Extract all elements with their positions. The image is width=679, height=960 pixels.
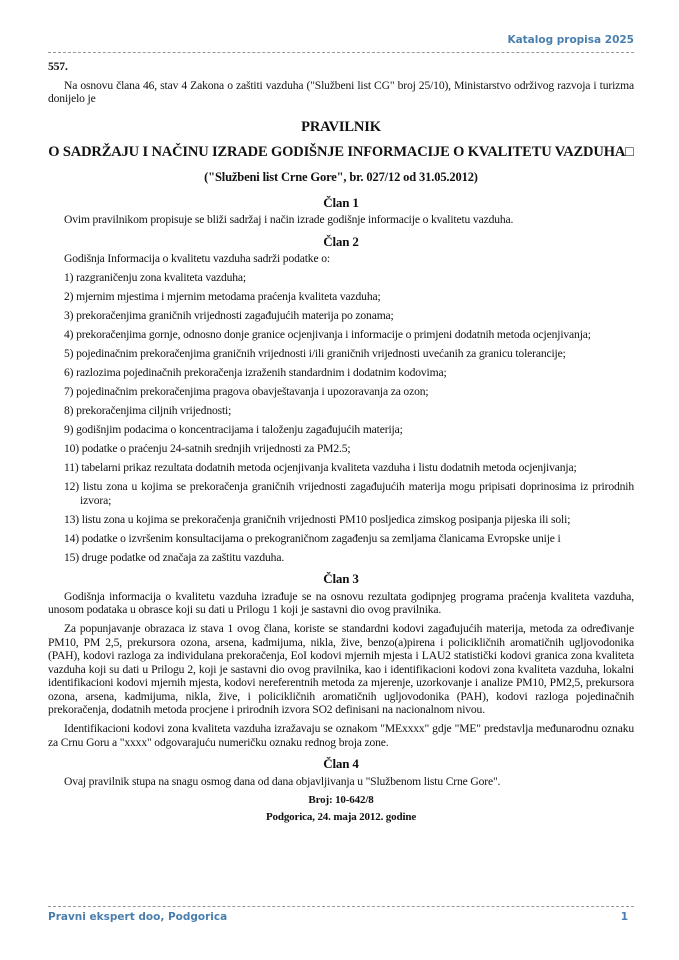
list-item: 14) podatke o izvršenim konsultacijama o prekograničnom zagađenju sa zemljama članicama Evropske unije i xyxy=(64,531,561,545)
document-number: 557. xyxy=(48,60,68,73)
page-footer xyxy=(48,906,634,923)
list-item: 15) druge podatke od značaja za zaštitu vazduha. xyxy=(64,550,285,564)
list-item: 6) razlozima pojedinačnih prekoračenja izraženih standardnim i dodatnim kodovima; xyxy=(64,366,447,379)
document-subtitle: O SADRŽAJU I NAČINU IZRADE GODIŠNJE INFORMACIJE O KVALITETU VAZDUHA□ xyxy=(48,144,634,160)
list-item: 7) pojedinačnim prekoračenjima pragova obavještavanja i upozoravanja za ozon; xyxy=(64,385,429,398)
article-3-paragraph: Za popunjavanje obrazaca iz stava 1 ovog člana, koriste se standardni kodovi zagađujućih materija, metoda za određivanje PM10, PM 2,5, prekursora ozona, arsena, kadmijuma, nikla, žive, benzo(a)pirena i policikličnih aromatičnih ugljovodonika (PAH), kodovi razloga za individulana prekoračenja, EoI kodovi mjernih mjesta i LAU2 statistički kodovi granica zona kvaliteta vazduha koji su dati u Prilogu 2, koji je sastavni dio ovog pravilnika, kao i identifikacioni kodovi zona kvaliteta vazduha, lokalni identifikacioni kodovi mjernih mjesta, kodovi nereferentnih metoda za mjerenje, uzorkovanje i analize PM10, PM2,5, prekursora ozona, arsena, kadmijuma, nikla, žive, i policikličnih aromatičnih ugljovodonika (PAH), kodovi razloga pojedinačnih prekoračenja, dodatnih metoda procjene i prirodnih izvora SO2 definisani na nacionalnom nivou. xyxy=(48,622,634,716)
list-item: 1) razgraničenju zona kvaliteta vazduha; xyxy=(64,271,246,284)
list-item: 2) mjernim mjestima i mjernim metodama praćenja kvaliteta vazduha; xyxy=(64,290,381,303)
preamble: Na osnovu člana 46, stav 4 Zakona o zaštiti vazduha ("Službeni list CG" broj 25/10), Ministarstvo održivog razvoja i turizma donijelo je xyxy=(48,78,634,105)
article-4-heading: Član 4 xyxy=(323,756,359,771)
publisher: Pravni ekspert doo, Podgorica xyxy=(48,911,228,923)
document-title: PRAVILNIK xyxy=(301,118,381,135)
list-item: 4) prekoračenjima gornje, odnosno donje granice ocjenjivanja i informacije o primjeni dodatnih metoda ocjenjivanja; xyxy=(64,328,591,341)
page-number: 1 xyxy=(620,911,628,923)
article-1-text: Ovim pravilnikom propisuje se bliži sadržaj i način izrade godišnje informacije o kvalitetu vazduha. xyxy=(64,213,514,226)
document-body xyxy=(48,60,634,829)
article-2-intro: Godišnja Informacija o kvalitetu vazduha sadrži podatke o: xyxy=(64,252,330,265)
article-3-paragraph: Identifikacioni kodovi zona kvaliteta vazduha izražavaju se oznakom "MExxxx" gdje "ME" predstavlja međunarodnu oznaku za Crnu Goru a "xxxx" odgovarajuću numeričku oznaku rednog broja zone. xyxy=(48,722,634,749)
article-3-paragraph: Godišnja informacija o kvalitetu vazduha izrađuje se na osnovu rezultata godipnjeg programa praćenja kvaliteta vazduha, unosom podataka u obrasce koji su dati u Prilogu 1 koji je sastavni dio ovog pravilnika. xyxy=(48,589,634,616)
list-item: 9) godišnjim podacima o koncentracijama i taloženju zagađujućih materija; xyxy=(64,423,403,436)
catalog-title: Katalog propisa 2025 xyxy=(507,34,634,46)
gazette-reference: ("Službeni list Crne Gore", br. 027/12 od 31.05.2012) xyxy=(204,170,478,184)
list-item: 8) prekoračenjima ciljnih vrijednosti; xyxy=(64,404,232,417)
list-item: 10) podatke o praćenju 24-satnih srednjih vrijednosti za PM2.5; xyxy=(64,442,351,455)
article-4-text: Ovaj pravilnik stupa na snagu osmog dana od dana objavljivanja u "Službenom listu Crne Gore". xyxy=(64,774,501,788)
list-item: 12) listu zona u kojima se prekoračenja graničnih vrijednosti zagađujućih materija mogu pripisati doprinosima iz prirodnih izvora; xyxy=(64,480,634,507)
article-2-heading: Član 2 xyxy=(323,233,359,249)
article-1-heading: Član 1 xyxy=(323,194,359,210)
list-item: 5) pojedinačnim prekoračenjima graničnih vrijednosti i/ili graničnih vrijednosti uvećanih za granicu tolerancije; xyxy=(64,347,566,360)
list-item: 13) listu zona u kojima se prekoračenja graničnih vrijednosti PM10 posljedica zimskog posipanja pijeska ili soli; xyxy=(64,512,571,526)
document-reference-number: Broj: 10-642/8 xyxy=(308,793,374,806)
list-item: 3) prekoračenjima graničnih vrijednosti zagađujućih materija po zonama; xyxy=(64,309,394,322)
article-3-heading: Član 3 xyxy=(323,571,359,586)
page-header xyxy=(48,30,634,53)
place-and-date: Podgorica, 24. maja 2012. godine xyxy=(265,811,417,823)
article-2-list xyxy=(48,271,634,564)
list-item: 11) tabelarni prikaz rezultata dodatnih metoda ocjenjivanja kvaliteta vazduha i listu dodatnih metoda ocjenjivanja; xyxy=(64,461,577,474)
